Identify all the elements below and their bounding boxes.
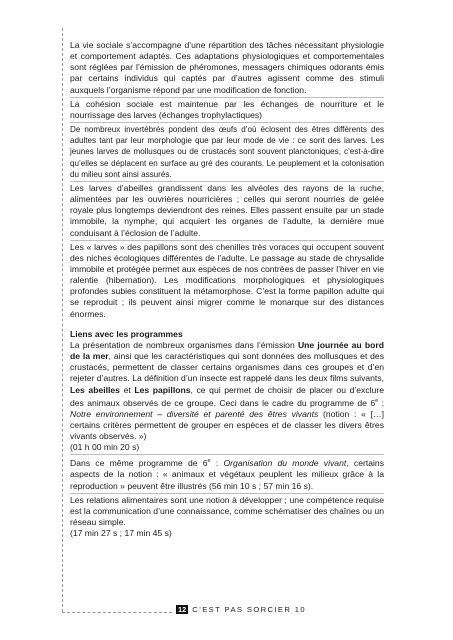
program-theme: Organisation du monde vivant [223, 458, 347, 469]
timecode: (17 min 27 s ; 17 min 45 s) [70, 528, 172, 539]
text-run: Les relations alimentaires sont une notion à développer ; une compétence requise est la communication d’une connaissance, comme schématiser des chaînes ou un réseau simple. [70, 494, 384, 527]
text-run: (notion : « […] certains critères permettent de grouper en espèces et de classer les divers êtres vivants observés. ») [70, 408, 384, 442]
paragraph-program-organisation [70, 455, 384, 493]
paragraph-program-links [70, 340, 384, 455]
paragraph-text: De nombreux invertébrés pondent des œufs d’où éclosent des êtres différents des adultes tant par leur morphologie que par leur mode de vie : ce sont des larves. Les jeunes larves de mollusques ou de crustacés sont souvent planctoniques, c’est-à-dire qu’elles se déplacent en surface au gré des courants. Le peuplement et la colonisation du milieu sont ainsi assurés. [70, 125, 384, 179]
paragraph-butterfly-larvae [70, 241, 384, 321]
text-run: : [210, 458, 224, 469]
paragraph-text: La vie sociale s’accompagne d’une répartition des tâches nécessitant physiologie et comportement adaptés. Ces adaptations physiologiques et comportementales sont réglées par l’émission de phéromones, messagers chimiques odorants émis par certains individus qui captés par d’autres agissent comme des stimuli auxquels l’organisme répond par une modification de fonction. [70, 40, 384, 95]
film-title-abeilles: Les abeilles [70, 384, 120, 395]
page-number: 12 [178, 605, 187, 614]
text-run: et [119, 384, 135, 395]
paragraph-social-cohesion [70, 98, 384, 123]
margin-dashed-line [62, 28, 63, 612]
publication-title: C’EST PAS SORCIER 10 [192, 605, 307, 614]
text-run: La présentation de nombreux organismes dans l’émission [70, 339, 298, 350]
text-run: , ce qui permet de choisir de placer ou d’exclure des animaux observés de ce groupe. Ceci dans le cadre du programme de 6 [70, 384, 384, 408]
text-run: : [378, 397, 384, 408]
paragraph-text: Les larves d’abeilles grandissent dans les alvéoles des rayons de la ruche, alimentées par les ouvrières nourricières ; celles qui seront nourries de gelée royale plus longtemps deviendront des reines. Elles passent ensuite par un stade immobile, la nymphe, qui acquiert les organes de l’adulte, la dernière mue conduisant à l’éclosion de l’adulte. [70, 182, 384, 238]
text-run: Dans ce même programme de 6 [70, 458, 208, 469]
film-title-papillons: Les papillons [134, 384, 191, 395]
superscript: e [207, 458, 211, 465]
section-heading: Liens avec les programmes [70, 328, 183, 339]
timecode: (01 h 00 min 20 s) [70, 442, 140, 453]
text-run: , ainsi que les caractéristiques qui sont données des mollusques et des crustacés, permettent de classer certains organismes dans ces groupes et d’en rejeter d’autres. La définition d’un insecte est rappelé dans les deux films suivants, [70, 351, 384, 384]
paragraph-larvae [70, 123, 384, 182]
text-run: , certains aspects de la notion : « animaux et végétaux peuplent les milieux grâce à la reproduction » peuvent être illustrés (56 min 10 s ; 57 min 16 s). [70, 458, 384, 491]
paragraph-social-life [70, 40, 384, 98]
footer-dashed-line [62, 612, 172, 613]
paragraph-text: Les « larves » des papillons sont des chenilles très voraces qui occupent souvent des niches écologiques différentes de l’adulte. Le passage au stade de chrysalide immobile et protégée permet aux espèces de nos contrées de passer l’hiver en vie ralentie (hibernation). Les modifications morphologiques et physiologiques profondes subies constituent la métamorphose. C’est la forme papillon adulte qui se reproduit ; ils peuvent ainsi migrer comme le monarque sur des distances énormes. [70, 241, 384, 319]
page-body [70, 40, 384, 540]
paragraph-text: La cohésion sociale est maintenue par les échanges de nourriture et le nourrissage des larves (échanges trophylactiques) [70, 98, 384, 120]
page-footer [176, 605, 386, 614]
paragraph-food-relations [70, 494, 384, 541]
superscript: e [375, 397, 379, 404]
film-title-journee: Une journée au bord de la mer [70, 339, 384, 362]
paragraph-bee-larvae [70, 182, 384, 241]
program-theme: Notre environnement – diversité et parenté des êtres vivants [70, 408, 319, 419]
